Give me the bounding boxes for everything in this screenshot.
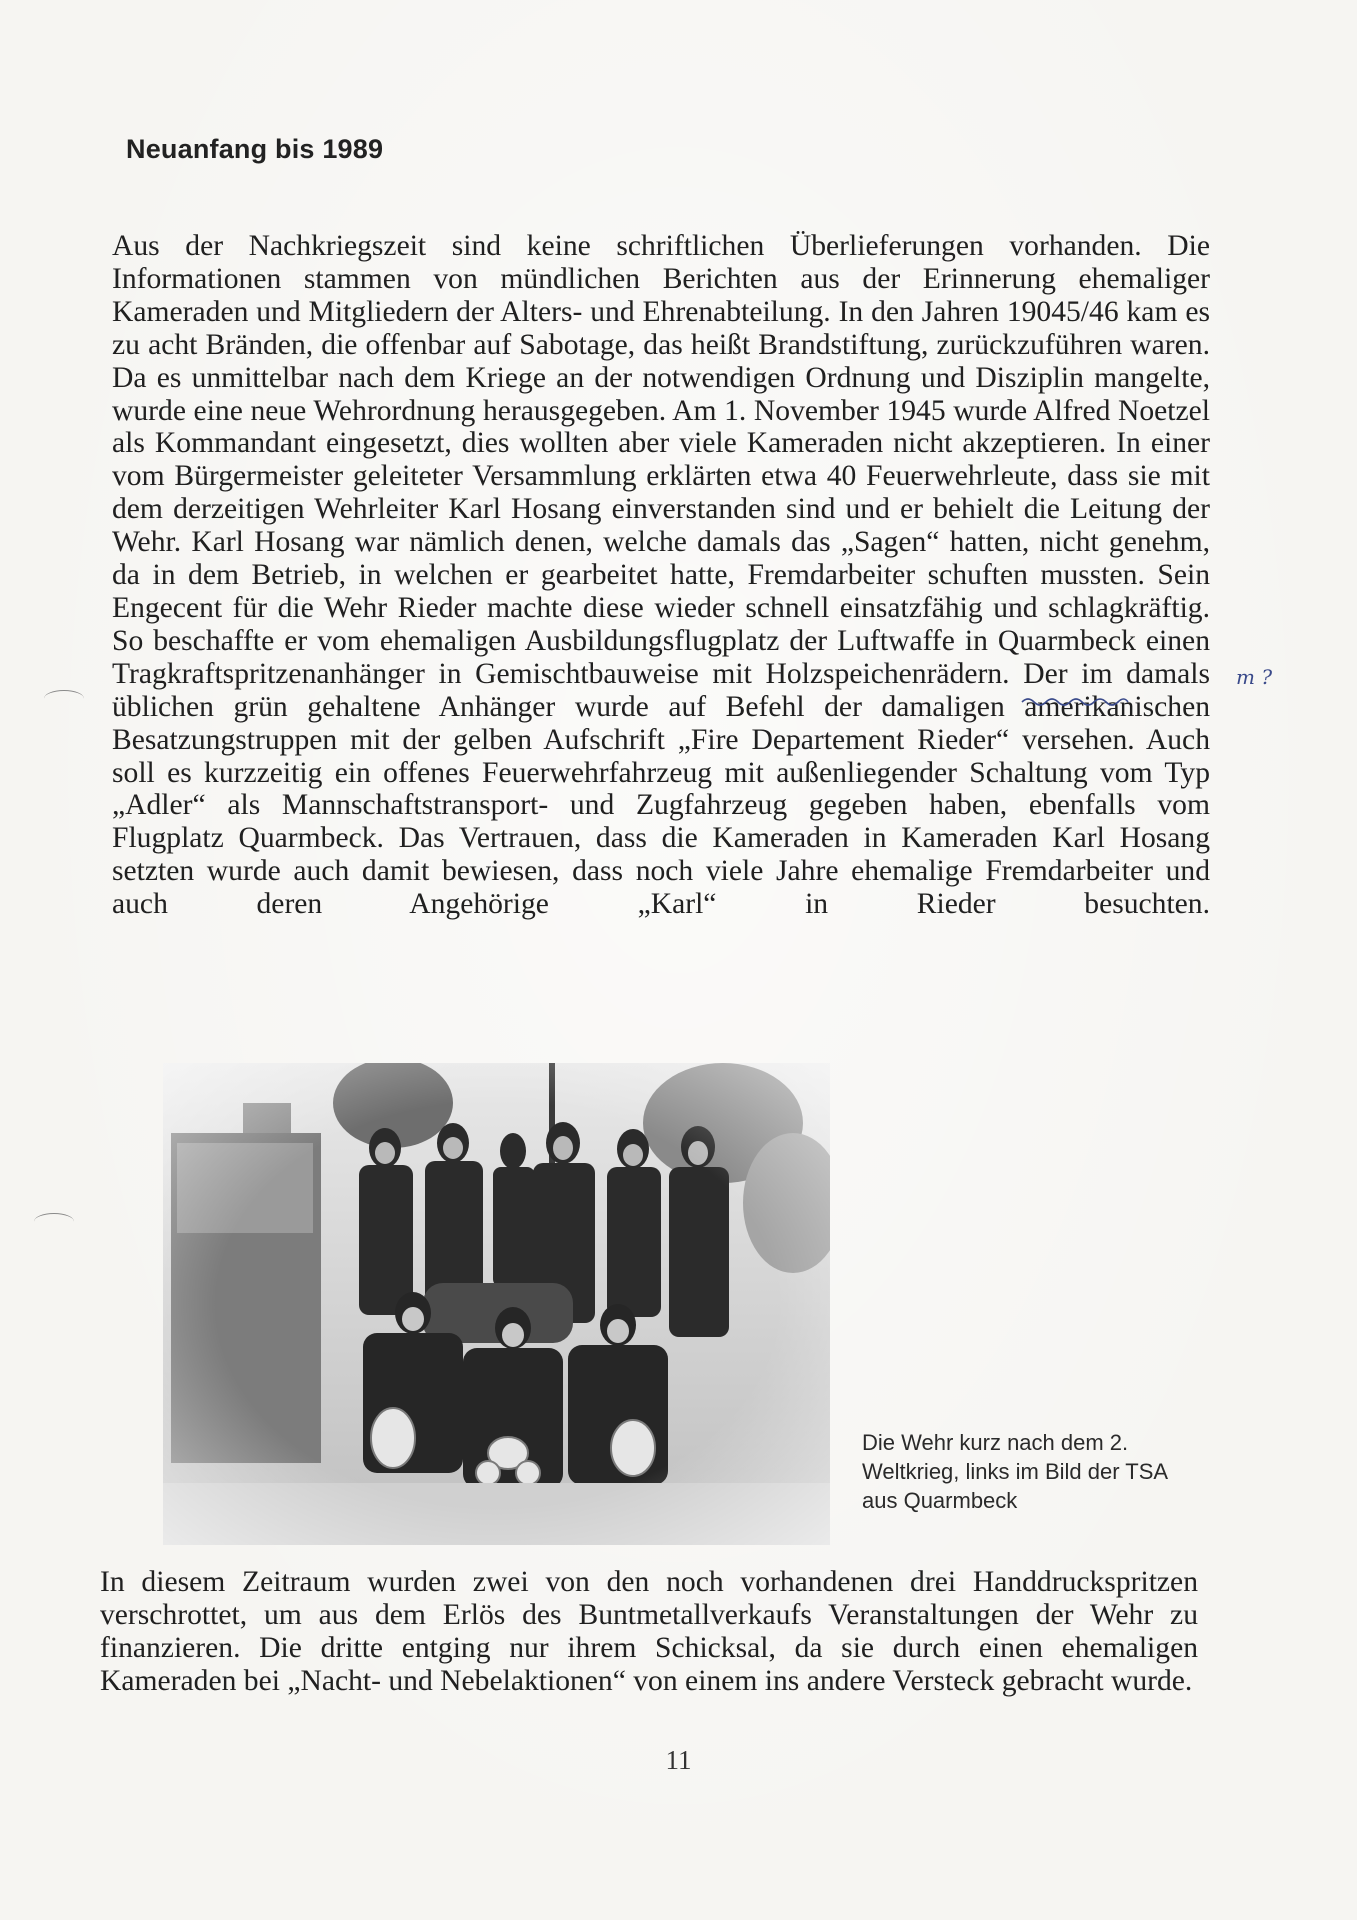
historic-group-photo (163, 1063, 830, 1545)
punch-hole-mark-upper (44, 690, 84, 707)
handwritten-margin-note: m ? (1236, 665, 1273, 689)
handwritten-correction-squiggle (1020, 694, 1130, 708)
photo-caption: Die Wehr kurz nach dem 2. Weltkrieg, links im Bild der TSA aus Quarmbeck (862, 1430, 1167, 1513)
punch-hole-mark-lower (34, 1213, 74, 1230)
paragraph-2: In diesem Zeitraum wurden zwei von den noch vorhandenen drei Handdruckspritzen verschrottet, um aus dem Erlös des Buntmetallverkaufs Veranstaltungen der Wehr zu finanzieren. Die dritte entging nur ihrem Schicksal, da sie durch einen ehemaligen Kameraden bei „Nacht- und Nebelaktionen“ von einem ins andere Versteck gebracht wurde. (100, 1566, 1198, 1697)
paragraph-1: Aus der Nachkriegszeit sind keine schriftlichen Überlieferungen vorhanden. Die Informationen stammen von mündlichen Berichten aus der Erinnerung ehemaliger Kameraden und Mitgliedern der Alters- und Ehrenabteilung. In den Jahren 19045/46 kam es zu acht Bränden, die offenbar auf Sabotage, das heißt Brandstiftung, zurückzuführen waren. Da es unmittelbar nach dem Kriege an der notwendigen Ordnung und Disziplin mangelte, wurde eine neue Wehrordnung herausgegeben. Am 1. November 1945 wurde Alfred Noetzel als Kommandant eingesetzt, dies wollten aber viele Kameraden nicht akzeptieren. In einer vom Bürgermeister geleiteter Versammlung erklärten etwa 40 Feuerwehrleute, dass sie mit dem derzeitigen Wehrleiter Karl Hosang einverstanden sind und er behielt die Leitung der Wehr. Karl Hosang war nämlich denen, welche damals das „Sagen“ hatten, nicht genehm, da in dem Betrieb, in welchen er gearbeitet hatte, Fremdarbeiter schuften mussten. Sein Engecent für die Wehr Rieder machte diese wieder schnell einsatzfähig und schlagkräftig. So beschaffte er vom ehemaligen Ausbildungsflugplatz der Luftwaffe in Quarmbeck einen Tragkraftspritzenanhänger in Gemischtbauweise mit Holzspeichenrädern. Der im damals üblichen grün gehaltene Anhänger wurde auf Befehl der damaligen amerikanischen Besatzungstruppen mit der gelben Aufschrift „Fire Departement Rieder“ versehen. Auch soll es kurzzeitig ein offenes Feuerwehrfahrzeug mit außenliegender Schaltung vom Typ „Adler“ als Mannschaftstransport- und Zugfahrzeug gegeben haben, ebenfalls vom Flugplatz Quarmbeck. Das Vertrauen, dass die Kameraden in Kameraden Karl Hosang setzten wurde auch damit bewiesen, dass noch viele Jahre ehemalige Fremdarbeiter und auch deren Angehörige „Karl“ in Rieder besuchten. (112, 230, 1210, 921)
photo-illustration (163, 1063, 830, 1545)
page-heading: Neuanfang bis 1989 (126, 134, 384, 164)
page-number: 11 (665, 1745, 692, 1775)
